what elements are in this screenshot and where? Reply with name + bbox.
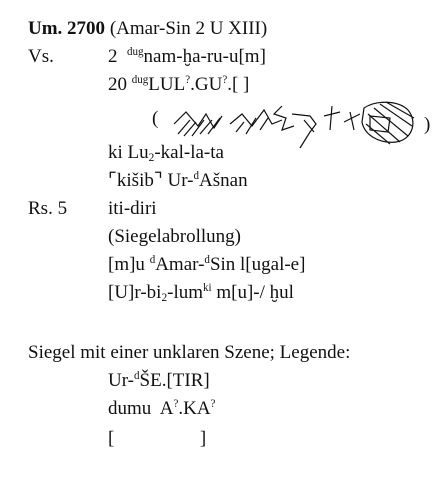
seal-line-2: dumu A?.KA?: [108, 398, 216, 419]
seal-note: Siegel mit einer unklaren Szene; Legende:: [28, 342, 351, 363]
line-9: $[U]r-bi_2-lum^{ki}$ m[u]-/ ḫul: [108, 282, 294, 304]
line-5: ⌜kišib⌝ Ur-$^d$Ašnan: [108, 170, 248, 191]
seal-line-3: [ ]: [108, 428, 207, 449]
obverse-label: Vs.: [28, 46, 54, 67]
tablet-number: Um. 2700: [28, 18, 106, 39]
line-8: [m]u $^d$Amar-$^d$Sin l[ugal-e]: [108, 254, 306, 275]
line-3-close-paren: ): [424, 114, 431, 135]
reverse-label: Rs. 5: [28, 198, 68, 219]
line-4: ki $Lu_2-kal-la-ta$: [108, 142, 224, 164]
line-3-open-paren: (: [152, 108, 159, 129]
line-1: 2 $^{dug}$nam-ḫa-ru-u[m]: [108, 46, 266, 67]
line-7: (Siegelabrollung): [108, 226, 241, 247]
seal-line-1: Ur-$^d$ŠE.[TIR]: [108, 370, 210, 391]
tablet-date: (Amar-Sin 2 U XIII): [109, 18, 268, 39]
tablet-heading: [28, 18, 267, 40]
line-6: iti-diri: [108, 198, 157, 219]
line-2: 20 $^{dug}$LUL?.GU?.[ ]: [108, 74, 250, 95]
